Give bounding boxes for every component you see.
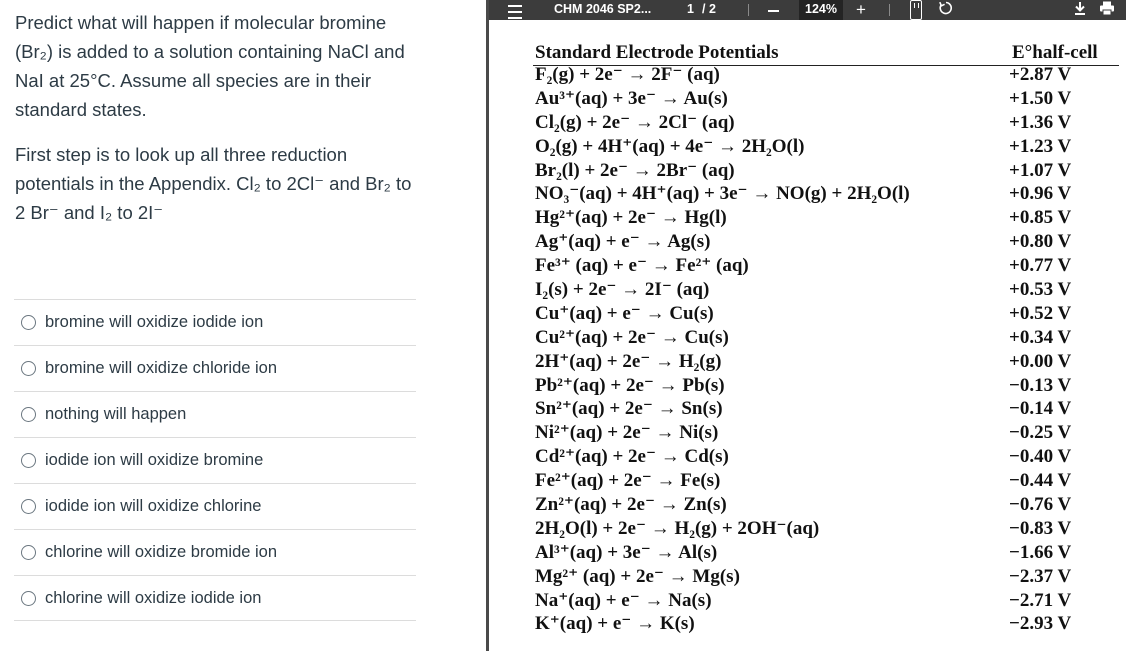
half-cell-potential: +1.23 V bbox=[1009, 135, 1072, 157]
radio-button[interactable] bbox=[21, 361, 36, 376]
download-icon[interactable] bbox=[1073, 0, 1087, 20]
fit-page-icon[interactable] bbox=[910, 0, 922, 20]
toolbar-separator bbox=[889, 4, 890, 16]
radio-button[interactable] bbox=[21, 499, 36, 514]
half-reaction: Cu²⁺(aq) + 2e⁻ → Cu(s) bbox=[535, 326, 729, 348]
half-reaction: Br₂(l) + 2e⁻ → 2Br⁻ (aq) bbox=[535, 159, 735, 181]
half-cell-potential: −0.44 V bbox=[1009, 470, 1072, 492]
half-cell-potential: +0.52 V bbox=[1009, 302, 1072, 324]
question-prompt: Predict what will happen if molecular bromine (Br₂) is added to a solution containing NaCl and NaI at 25°C. Assume all species are in their standard states. bbox=[15, 12, 405, 120]
page-number-input[interactable]: 1 bbox=[687, 2, 694, 16]
electrode-potentials-table bbox=[489, 40, 1126, 636]
half-cell-potential: −0.13 V bbox=[1009, 374, 1072, 396]
answer-option[interactable] bbox=[14, 391, 416, 437]
table-row bbox=[489, 565, 1126, 589]
table-row bbox=[489, 517, 1126, 541]
table-row bbox=[489, 230, 1126, 254]
toolbar-separator bbox=[748, 4, 749, 16]
half-cell-potential: +0.85 V bbox=[1009, 207, 1072, 229]
menu-icon[interactable] bbox=[508, 0, 522, 20]
answer-option[interactable] bbox=[14, 575, 416, 621]
page-total: / 2 bbox=[702, 2, 716, 16]
half-cell-potential: +0.77 V bbox=[1009, 255, 1072, 277]
half-cell-potential: −2.93 V bbox=[1009, 613, 1072, 635]
zoom-level[interactable]: 124% bbox=[799, 0, 843, 20]
answer-option-label: bromine will oxidize chloride ion bbox=[45, 359, 278, 377]
half-cell-potential: −0.40 V bbox=[1009, 446, 1072, 468]
half-cell-potential: +0.00 V bbox=[1009, 350, 1072, 372]
answer-option[interactable] bbox=[14, 345, 416, 391]
table-row bbox=[489, 397, 1126, 421]
table-row bbox=[489, 469, 1126, 493]
answer-option[interactable] bbox=[14, 529, 416, 575]
radio-button[interactable] bbox=[21, 315, 36, 330]
half-reaction: NO₃⁻(aq) + 4H⁺(aq) + 3e⁻ → NO(g) + 2H₂O(l) bbox=[535, 183, 910, 205]
radio-button[interactable] bbox=[21, 591, 36, 606]
half-reaction: Ni²⁺(aq) + 2e⁻ → Ni(s) bbox=[535, 422, 719, 444]
half-cell-potential: +0.96 V bbox=[1009, 183, 1072, 205]
print-icon[interactable] bbox=[1099, 0, 1115, 20]
half-cell-potential: +1.50 V bbox=[1009, 87, 1072, 109]
half-reaction: Fe²⁺(aq) + 2e⁻ → Fe(s) bbox=[535, 470, 721, 492]
pdf-viewer bbox=[489, 0, 1126, 651]
half-reaction: Zn²⁺(aq) + 2e⁻ → Zn(s) bbox=[535, 494, 727, 516]
table-row bbox=[489, 278, 1126, 302]
table-row bbox=[489, 421, 1126, 445]
half-cell-potential: −0.76 V bbox=[1009, 494, 1072, 516]
half-cell-potential: +2.87 V bbox=[1009, 64, 1072, 85]
question-hint: First step is to look up all three reduction potentials in the Appendix. Cl₂ to 2Cl⁻ and Br₂ to 2 Br⁻ and I₂ to 2I⁻ bbox=[15, 144, 412, 223]
table-row bbox=[489, 589, 1126, 613]
table-row bbox=[489, 326, 1126, 350]
table-row bbox=[489, 206, 1126, 230]
table-row bbox=[489, 612, 1126, 636]
table-body bbox=[489, 63, 1126, 636]
half-cell-potential: +0.80 V bbox=[1009, 231, 1072, 253]
half-reaction: Mg²⁺ (aq) + 2e⁻ → Mg(s) bbox=[535, 565, 740, 587]
half-cell-potential: −0.25 V bbox=[1009, 422, 1072, 444]
answer-option-label: nothing will happen bbox=[45, 405, 187, 423]
half-reaction: Sn²⁺(aq) + 2e⁻ → Sn(s) bbox=[535, 398, 723, 420]
table-row bbox=[489, 111, 1126, 135]
half-cell-potential: −0.83 V bbox=[1009, 517, 1072, 539]
answer-option-label: bromine will oxidize iodide ion bbox=[45, 313, 264, 331]
half-reaction: 2H₂O(l) + 2e⁻ → H₂(g) + 2OH⁻(aq) bbox=[535, 517, 820, 539]
pdf-toolbar bbox=[489, 0, 1126, 20]
half-reaction: Na⁺(aq) + e⁻ → Na(s) bbox=[535, 589, 712, 611]
table-row bbox=[489, 445, 1126, 469]
table-row bbox=[489, 374, 1126, 398]
answer-option[interactable] bbox=[14, 299, 416, 345]
answer-option-label: iodide ion will oxidize bromine bbox=[45, 451, 264, 469]
document-title: CHM 2046 SP2... bbox=[554, 2, 652, 16]
half-reaction: Pb²⁺(aq) + 2e⁻ → Pb(s) bbox=[535, 374, 725, 396]
zoom-out-icon[interactable] bbox=[768, 0, 779, 20]
half-reaction: Cl₂(g) + 2e⁻ → 2Cl⁻ (aq) bbox=[535, 111, 735, 133]
half-reaction: Ag⁺(aq) + e⁻ → Ag(s) bbox=[535, 231, 711, 253]
table-row bbox=[489, 159, 1126, 183]
table-row bbox=[489, 541, 1126, 565]
answer-option-label: chlorine will oxidize bromide ion bbox=[45, 543, 278, 561]
table-row bbox=[489, 135, 1126, 159]
table-header bbox=[489, 40, 1126, 63]
radio-button[interactable] bbox=[21, 453, 36, 468]
half-reaction: O₂(g) + 4H⁺(aq) + 4e⁻ → 2H₂O(l) bbox=[535, 135, 805, 157]
answer-option-label: iodide ion will oxidize chlorine bbox=[45, 497, 262, 515]
half-cell-potential: −1.66 V bbox=[1009, 541, 1072, 563]
half-reaction: Al³⁺(aq) + 3e⁻ → Al(s) bbox=[535, 541, 718, 563]
half-cell-potential: +0.34 V bbox=[1009, 326, 1072, 348]
half-reaction: F₂(g) + 2e⁻ → 2F⁻ (aq) bbox=[535, 64, 720, 85]
half-reaction: Au³⁺(aq) + 3e⁻ → Au(s) bbox=[535, 87, 728, 109]
zoom-in-icon[interactable]: + bbox=[856, 0, 866, 19]
table-header-reaction: Standard Electrode Potentials bbox=[535, 42, 779, 63]
table-row bbox=[489, 254, 1126, 278]
answer-option[interactable] bbox=[14, 437, 416, 483]
answer-options bbox=[14, 299, 416, 621]
half-cell-potential: −2.71 V bbox=[1009, 589, 1072, 611]
half-cell-potential: +0.53 V bbox=[1009, 279, 1072, 301]
half-reaction: Hg²⁺(aq) + 2e⁻ → Hg(l) bbox=[535, 207, 727, 229]
half-cell-potential: −0.14 V bbox=[1009, 398, 1072, 420]
radio-button[interactable] bbox=[21, 545, 36, 560]
radio-button[interactable] bbox=[21, 407, 36, 422]
half-reaction: Cd²⁺(aq) + 2e⁻ → Cd(s) bbox=[535, 446, 729, 468]
table-header-potential: E°half-cell bbox=[1012, 42, 1098, 63]
half-reaction: I₂(s) + 2e⁻ → 2I⁻ (aq) bbox=[535, 279, 710, 301]
table-row bbox=[489, 493, 1126, 517]
table-row bbox=[489, 87, 1126, 111]
rotate-icon[interactable] bbox=[938, 0, 954, 20]
question-panel bbox=[0, 0, 432, 651]
table-row bbox=[489, 350, 1126, 374]
half-cell-potential: +1.36 V bbox=[1009, 111, 1072, 133]
half-reaction: Fe³⁺ (aq) + e⁻ → Fe²⁺ (aq) bbox=[535, 255, 749, 277]
table-row bbox=[489, 63, 1126, 87]
half-cell-potential: +1.07 V bbox=[1009, 159, 1072, 181]
table-row bbox=[489, 182, 1126, 206]
half-reaction: K⁺(aq) + e⁻ → K(s) bbox=[535, 613, 695, 635]
answer-option[interactable] bbox=[14, 483, 416, 529]
half-reaction: 2H⁺(aq) + 2e⁻ → H₂(g) bbox=[535, 350, 722, 372]
answer-option-label: chlorine will oxidize iodide ion bbox=[45, 588, 262, 607]
half-cell-potential: −2.37 V bbox=[1009, 565, 1072, 587]
half-reaction: Cu⁺(aq) + e⁻ → Cu(s) bbox=[535, 302, 714, 324]
table-row bbox=[489, 302, 1126, 326]
